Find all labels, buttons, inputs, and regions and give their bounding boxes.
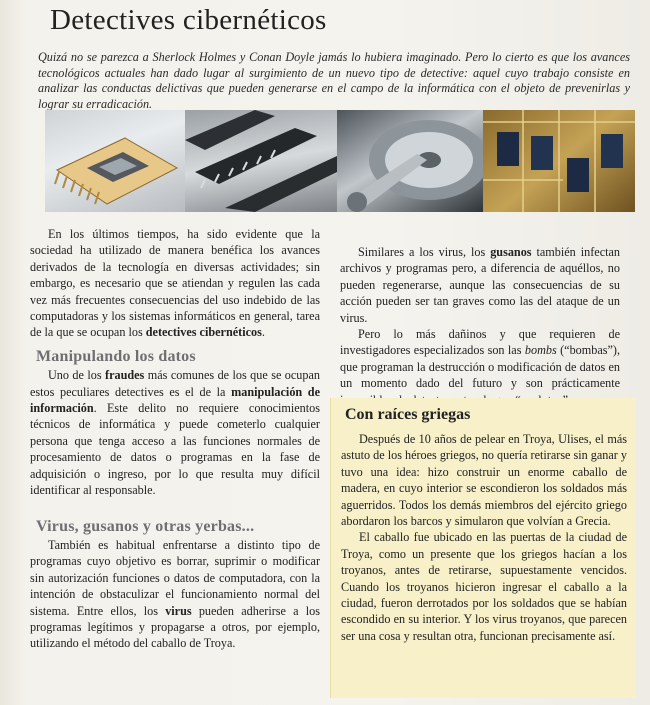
microchip-photo — [45, 110, 185, 212]
sidebar-paragraph: Después de 10 años de pelear en Troya, Ulises, el más astuto de los héroes griegos, no quería retirarse sin ganar y tuvo una idea: hizo construir un enorme caballo de madera, en cuyo interior se escondieron los soldados más aguerridos. Todos los demás miembros del ejército griego abordaron los barcos y simularon que volvían a Grecia. — [341, 432, 627, 529]
keyword: gusanos — [490, 245, 532, 259]
sidebar-box — [330, 398, 636, 698]
body-paragraph: Uno de los fraudes más comunes de los que se ocupan estos peculiares detectives es el de la manipulación de información. Este delito no requiere conocimientos técnicos de informática y puede cometerlo cualquier persona que tenga acceso a las funciones normales de procesamiento de datos o programas en la fase de adquisición o ingreso, por lo que resulta muy difícil identificar al responsable. — [30, 368, 320, 498]
intro-text: Quizá no se parezca a Sherlock Holmes y Conan Doyle jamás lo hubiera imaginado. Pero lo cierto es que los avances tecnológicos actuales han dado lugar al surgimiento de un nuevo tipo de detective: aquel cuyo trabajo consiste en analizar las conductas delictivas que pueden generarse en el campo de la informática con el objeto de prevenirlas y lograr su erradicación. — [38, 50, 630, 111]
keyword: manipulación de información — [30, 384, 320, 416]
italic-term: bombs — [524, 343, 557, 358]
sidebar-paragraph: El caballo fue ubicado en las puertas de la ciudad de Troya, como un presente que los griegos hacían a los troyanos, antes de retirarse, supuestamente vencidos. Cuando los troyanos hicieron ingresar el caballo a la ciudad, fueron derrotados por los soldados que se habían escondido en su interior. Y los virus troyanos, que parecen ser una cosa y resultan otra, funcionan precisamente así. — [341, 530, 627, 643]
hard-drive-photo — [337, 110, 483, 212]
body-paragraph: En los últimos tiempos, ha sido evidente que la sociedad ha utilizado de manera benéfica los avances derivados de la tecnología en diversas actividades; sin embargo, es necesario que se atiendan y regulen las cada vez más frecuentes consecuencias del uso indebido de las computadoras y los sistemas informáticos en general, tarea de la que se ocupan los detectives cibernéticos. — [30, 227, 320, 340]
sidebar-body — [341, 431, 627, 644]
sidebar-title: Con raíces griegas — [345, 406, 471, 423]
left-column — [30, 226, 320, 652]
integrated-circuits-photo — [185, 110, 337, 212]
circuit-board-photo — [483, 110, 635, 212]
body-paragraph: Pero lo más dañinos y que requieren de investigadores especializados son las bombs (“bombas”), que programan la destrucción o modificación de datos en un momento dado del futuro y son prácticamente — [340, 327, 621, 391]
right-column — [340, 244, 620, 408]
photo-strip — [45, 110, 635, 212]
body-paragraph: También es habitual enfrentarse a distinto tipo de programas cuyo objetivo es borrar, suprimir o modificar sin autorización funciones o datos de computadora, con la intención de obstaculizar el funcionamiento normal del sistema. Entre ellos, los virus pueden adherirse a los programas legítimos y propagarse a otros, por ejemplo, utilizando el método del caballo de Troya. — [30, 537, 320, 651]
keyword: virus — [165, 603, 192, 618]
keyword: fraudes — [105, 368, 145, 383]
page-title: Detectives cibernéticos — [50, 4, 327, 36]
keyword: detectives cibernéticos — [145, 325, 262, 340]
section-heading: Virus, gusanos y otras yerbas... — [36, 517, 255, 535]
section-heading: Manipulando los datos — [36, 347, 196, 365]
body-paragraph: Similares a los virus, los gusanos también infectan archivos y programas pero, a diferencia de aquéllos, no pueden regenerarse, aunque las consecuencias de su acción pueden ser tan graves como las del ataque de un virus. — [340, 245, 620, 325]
